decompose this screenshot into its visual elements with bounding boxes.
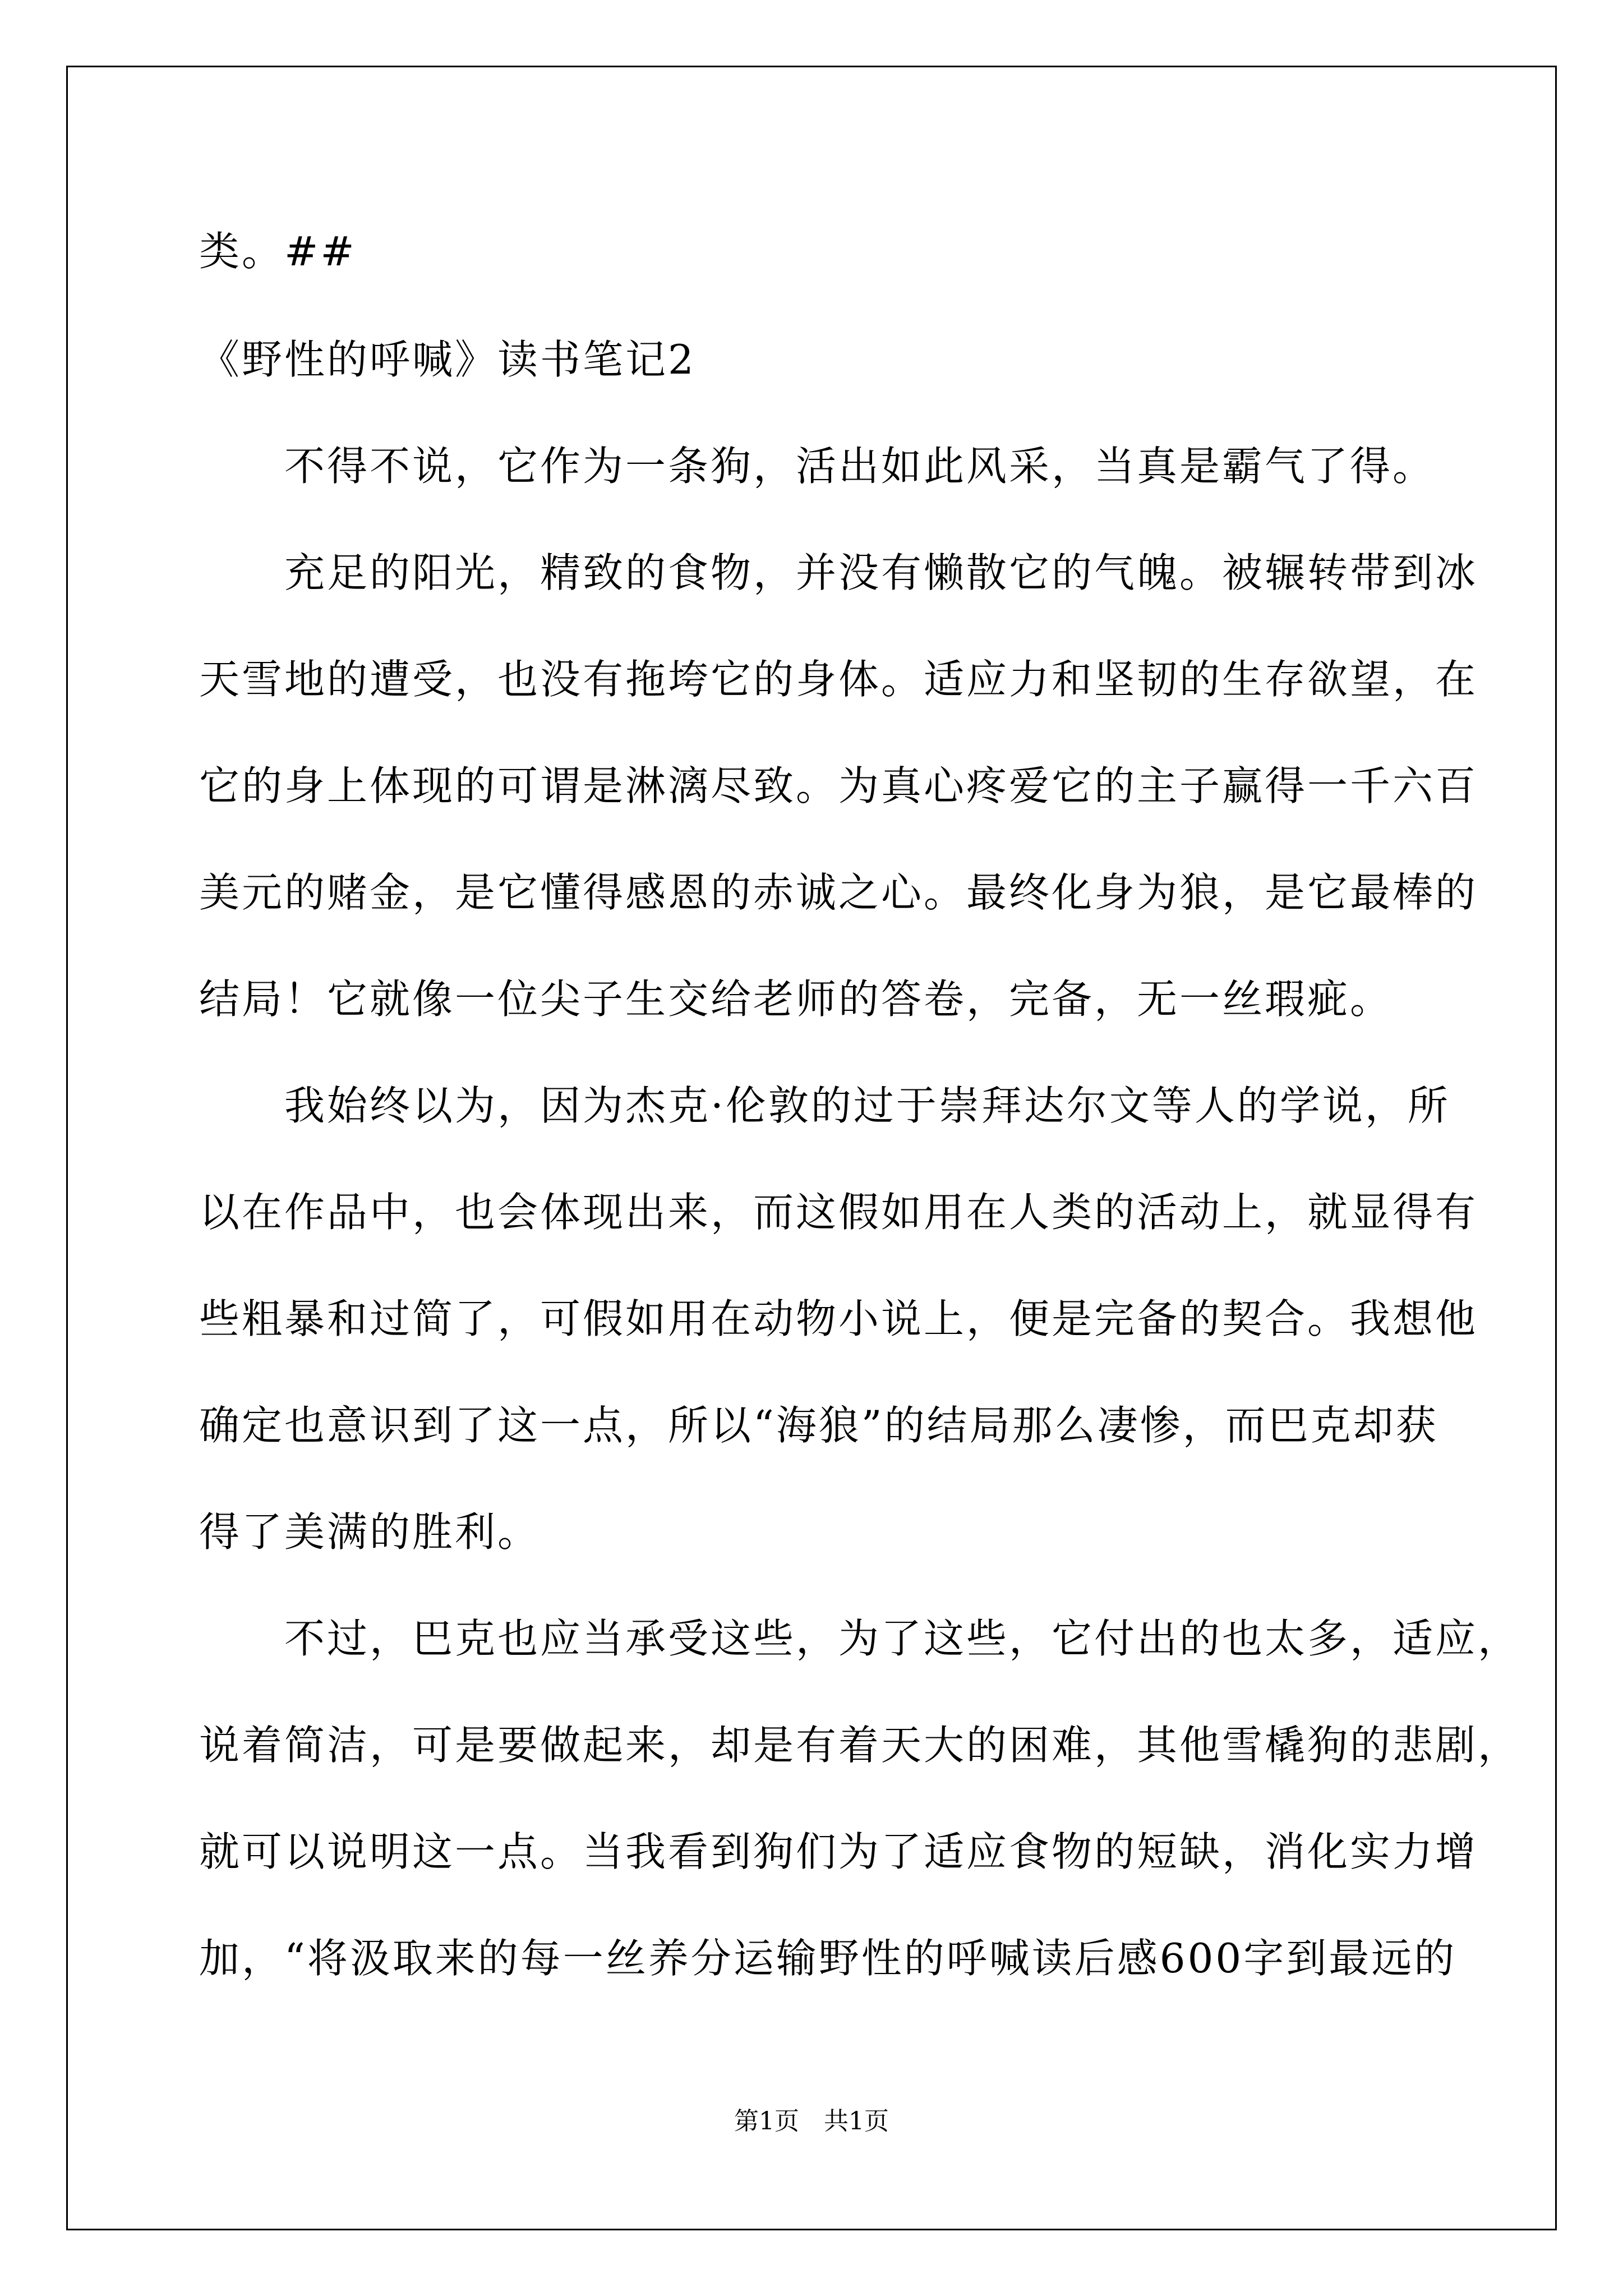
body-line: 以在作品中，也会体现出来，而这假如用在人类的活动上，就显得有 — [199, 1189, 1478, 1236]
body-line: 就可以说明这一点。当我看到狗们为了适应食物的短缺，消化实力增 — [199, 1828, 1478, 1875]
body-line: 不得不说，它作为一条狗，活出如此风采，当真是霸气了得。 — [199, 443, 1436, 490]
body-line: 它的身上体现的可谓是淋漓尽致。为真心疼爱它的主子赢得一千六百 — [199, 762, 1478, 809]
body-line: 加，“将汲取来的每一丝养分运输野性的呼喊读后感600字到最远的 — [199, 1935, 1457, 1982]
body-line: 美元的赌金，是它懂得感恩的赤诚之心。最终化身为狼，是它最棒的 — [199, 869, 1478, 916]
body-line: 些粗暴和过简了，可假如用在动物小说上，便是完备的契合。我想他 — [199, 1295, 1478, 1342]
section-heading: 《野性的呼喊》读书笔记2 — [199, 336, 696, 383]
body-line: 确定也意识到了这一点，所以“海狼”的结局那么凄惨，而巴克却获 — [199, 1402, 1438, 1449]
body-line: 天雪地的遭受，也没有拖垮它的身体。适应力和坚韧的生存欲望，在 — [199, 656, 1478, 703]
body-line: 说着简洁，可是要做起来，却是有着天大的困难，其他雪橇狗的悲剧， — [199, 1722, 1521, 1769]
body-line: 不过，巴克也应当承受这些，为了这些，它付出的也太多，适应， — [199, 1615, 1521, 1662]
body-line: 我始终以为，因为杰克·伦敦的过于崇拜达尔文等人的学说，所 — [199, 1082, 1450, 1129]
page-footer: 第1页 共1页 — [734, 2107, 889, 2136]
body-line: 充足的阳光，精致的食物，并没有懒散它的气魄。被辗转带到冰 — [199, 549, 1478, 596]
continuation-text: 类。## — [199, 228, 357, 275]
page-border — [66, 66, 1557, 2230]
body-line: 得了美满的胜利。 — [199, 1508, 541, 1556]
body-line: 结局！它就像一位尖子生交给老师的答卷，完备，无一丝瑕疵。 — [199, 976, 1393, 1023]
